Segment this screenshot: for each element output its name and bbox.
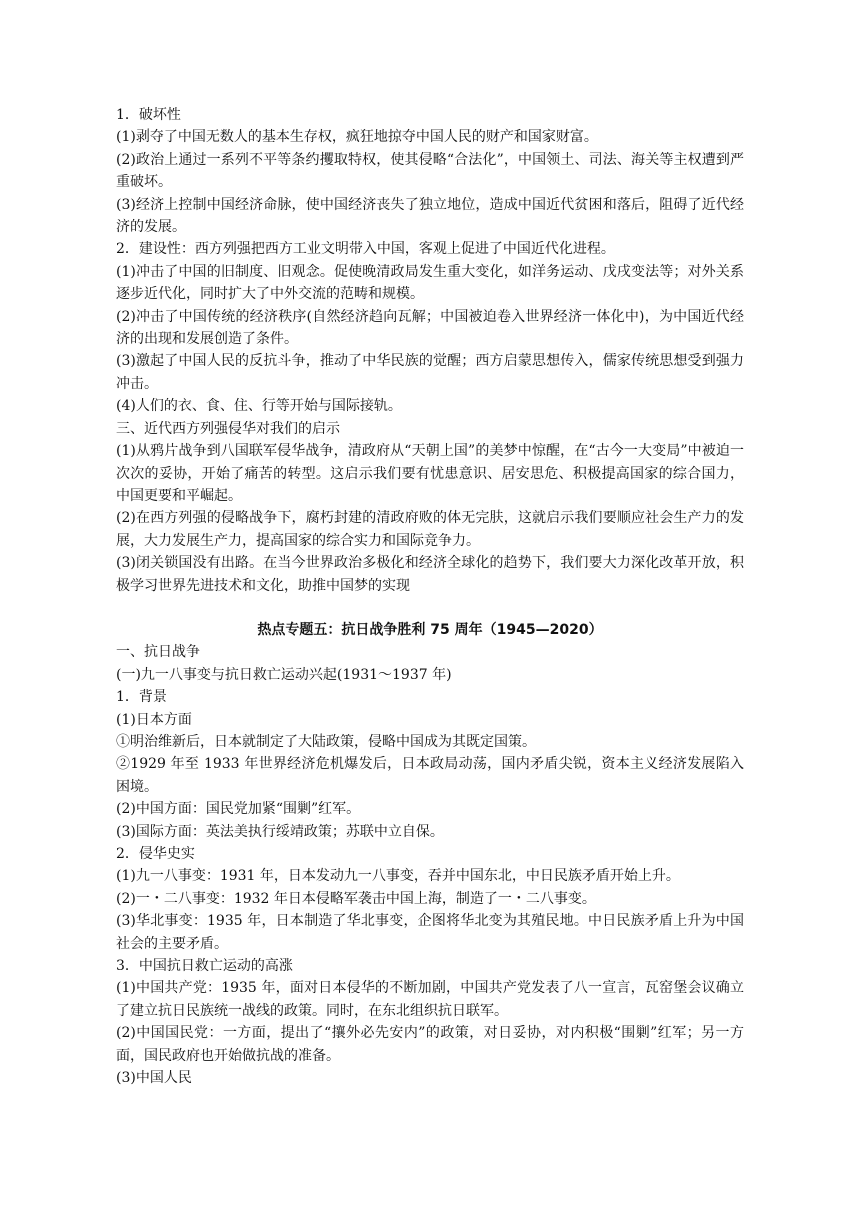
- paragraph: (3)国际方面：英法美执行绥靖政策；苏联中立自保。: [116, 823, 444, 840]
- paragraph: (1)日本方面: [116, 711, 192, 728]
- paragraph: (3)华北事变：1935 年，日本制造了华北事变，企图将华北变为其殖民地。中日民族矛盾上升为中国社会的主要矛盾。: [116, 913, 744, 952]
- paragraph: (3)中国人民: [116, 1070, 192, 1087]
- paragraph: (4)人们的衣、食、住、行等开始与国际接轨。: [116, 398, 402, 415]
- paragraph: (2)冲击了中国传统的经济秩序(自然经济趋向瓦解；中国被迫卷入世界经济一体化中)，为中国近代经济的出现和发展创造了条件。: [116, 308, 744, 348]
- paragraph: (2)中国方面：国民党加紧“围剿”红军。: [116, 801, 361, 818]
- paragraph: (1)剥夺了中国无数人的基本生存权，疯狂地掠夺中国人民的财产和国家财富。: [116, 129, 598, 146]
- paragraph: (2)一・二八事变：1932 年日本侵略军袭击中国上海，制造了一・二八事变。: [116, 890, 596, 907]
- section-title: 热点专题五：抗日战争胜利 75 周年（1945—2020）: [257, 621, 603, 638]
- heading-destructive: 1．破坏性: [116, 107, 181, 123]
- subheading: 3．中国抗日救亡运动的高涨: [116, 958, 293, 975]
- paragraph: (2)政治上通过一系列不平等条约攫取特权，使其侵略“合法化”，中国领土、司法、海关等主权遭到严重破坏。: [116, 151, 744, 191]
- paragraph: ②1929 年至 1933 年世界经济危机爆发后，日本政局动荡，国内矛盾尖锐，资本主义经济发展陷入困境。: [116, 756, 744, 795]
- paragraph: (1)中国共产党：1935 年，面对日本侵华的不断加剧，中国共产党发表了八一宣言，瓦窑堡会议确立了建立抗日民族统一战线的政策。同时，在东北组织抗日联军。: [116, 980, 744, 1019]
- paragraph: (1)冲击了中国的旧制度、旧观念。促使晚清政局发生重大变化，如洋务运动、戊戌变法等；对外关系逐步近代化，同时扩大了中外交流的范畴和规模。: [116, 263, 744, 303]
- paragraph: (1)九一八事变：1931 年，日本发动九一八事变，吞并中国东北，中日民族矛盾开始上升。: [116, 868, 680, 885]
- heading-lessons: 三、近代西方列强侵华对我们的启示: [116, 420, 340, 437]
- paragraph: (2)在西方列强的侵略战争下，腐朽封建的清政府败的体无完肤，这就启示我们要顺应社会生产力的发展，大力发展生产力，提高国家的综合实力和国际竞争力。: [116, 510, 744, 549]
- paragraph: ①明治维新后，日本就制定了大陆政策，侵略中国成为其既定国策。: [116, 733, 536, 750]
- subheading: (一)九一八事变与抗日救亡运动兴起(1931～1937 年): [116, 666, 452, 683]
- subheading: 2．侵华史实: [116, 846, 195, 862]
- heading-anti-japanese-war: 一、抗日战争: [116, 644, 200, 661]
- document-page: [116, 104, 744, 1089]
- paragraph: (1)从鸦片战争到八国联军侵华战争，清政府从“天朝上国”的美梦中惊醒，在“古今一大变局”中被迫一次次的妥协，开始了痛苦的转型。这启示我们要有忧患意识、居安思危、积极提高国家的综合国力，中国更要和平崛起。: [116, 443, 744, 504]
- spacer: [116, 597, 744, 619]
- subheading: 1．背景: [116, 689, 167, 706]
- paragraph: (3)闭关锁国没有出路。在当今世界政治多极化和经济全球化的趋势下，我们要大力深化改革开放，积极学习世界先进技术和文化，助推中国梦的实现: [116, 555, 744, 594]
- paragraph: (2)中国国民党：一方面，提出了“攘外必先安内”的政策，对日妥协，对内积极“围剿”红军；另一方面，国民政府也开始做抗战的准备。: [116, 1025, 744, 1064]
- paragraph: (3)经济上控制中国经济命脉，使中国经济丧失了独立地位，造成中国近代贫困和落后，阻碍了近代经济的发展。: [116, 196, 744, 236]
- heading-constructive: 2．建设性：西方列强把西方工业文明带入中国，客观上促进了中国近代化进程。: [116, 241, 615, 258]
- paragraph: (3)激起了中国人民的反抗斗争，推动了中华民族的觉醒；西方启蒙思想传入，儒家传统思想受到强力冲击。: [116, 353, 744, 392]
